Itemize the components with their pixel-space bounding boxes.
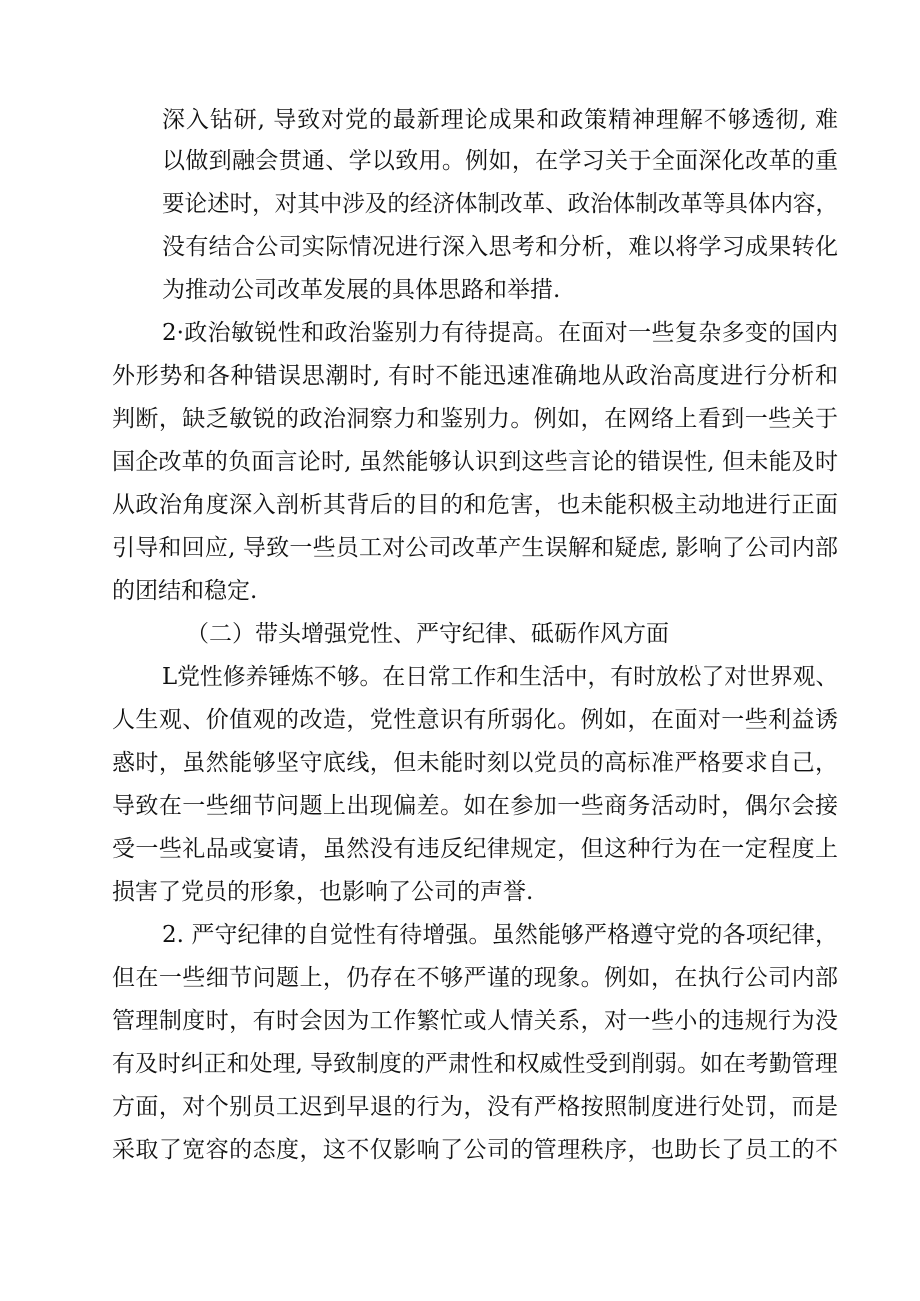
text-line: 国企改革的负面言论时, 虽然能够认识到这些言论的错误性, 但未能及时 bbox=[112, 449, 838, 475]
text-line: 损害了党员的形象，也影响了公司的声誉. bbox=[112, 879, 534, 905]
text-line: 引导和回应, 导致一些员工对公司改革产生误解和疑虑, 影响了公司内部 bbox=[112, 535, 838, 561]
text-line: 从政治角度深入剖析其背后的目的和危害，也未能积极主动地进行正面 bbox=[112, 492, 838, 518]
text-line: 有及时纠正和处理, 导致制度的严肃性和权威性受到削弱。如在考勤管理 bbox=[112, 1051, 838, 1077]
text-line: 以做到融会贯通、学以致用。例如，在学习关于全面深化改革的重 bbox=[162, 148, 838, 174]
text-line: 方面，对个别员工迟到早退的行为，没有严格按照制度进行处罚，而是 bbox=[112, 1094, 838, 1120]
text-line: 要论述时，对其中涉及的经济体制改革、政治体制改革等具体内容， bbox=[162, 191, 838, 217]
text-line: 受一些礼品或宴请，虽然没有违反纪律规定，但这种行为在一定程度上 bbox=[112, 836, 838, 862]
paragraph-first-line: L党性修养锤炼不够。在日常工作和生活中，有时放松了对世界观、 bbox=[162, 664, 839, 690]
section-heading: （二）带头增强党性、严守纪律、砥砺作风方面 bbox=[186, 621, 669, 647]
text-line: 没有结合公司实际情况进行深入思考和分析，难以将学习成果转化 bbox=[162, 234, 838, 260]
text-line: 但在一些细节问题上，仍存在不够严谨的现象。例如，在执行公司内部 bbox=[112, 965, 838, 991]
text-line: 的团结和稳定. bbox=[112, 578, 258, 604]
text-line: 管理制度时，有时会因为工作繁忙或人情关系，对一些小的违规行为没 bbox=[112, 1008, 838, 1034]
text-line: 采取了宽容的态度，这不仅影响了公司的管理秩序，也助长了员工的不 bbox=[112, 1137, 838, 1163]
text-line: 深入钻研, 导致对党的最新理论成果和政策精神理解不够透彻, 难 bbox=[162, 107, 838, 133]
text-line: 判断，缺乏敏锐的政治洞察力和鉴别力。例如，在网络上看到一些关于 bbox=[112, 406, 838, 432]
paragraph-first-line: 2. 严守纪律的自觉性有待增强。虽然能够严格遵守党的各项纪律， bbox=[162, 922, 838, 948]
text-line: 导致在一些细节问题上出现偏差。如在参加一些商务活动时，偶尔会接 bbox=[112, 793, 838, 819]
text-line: 人生观、价值观的改造，党性意识有所弱化。例如，在面对一些利益诱 bbox=[112, 707, 838, 733]
text-line: 外形势和各种错误思潮时, 有时不能迅速准确地从政治高度进行分析和 bbox=[112, 363, 838, 389]
text-line: 惑时，虽然能够坚守底线，但未能时刻以党员的高标准严格要求自己， bbox=[112, 750, 838, 776]
paragraph-first-line: 2·政治敏锐性和政治鉴别力有待提高。在面对一些复杂多变的国内 bbox=[162, 320, 838, 346]
text-line: 为推动公司改革发展的具体思路和举措. bbox=[162, 277, 561, 303]
